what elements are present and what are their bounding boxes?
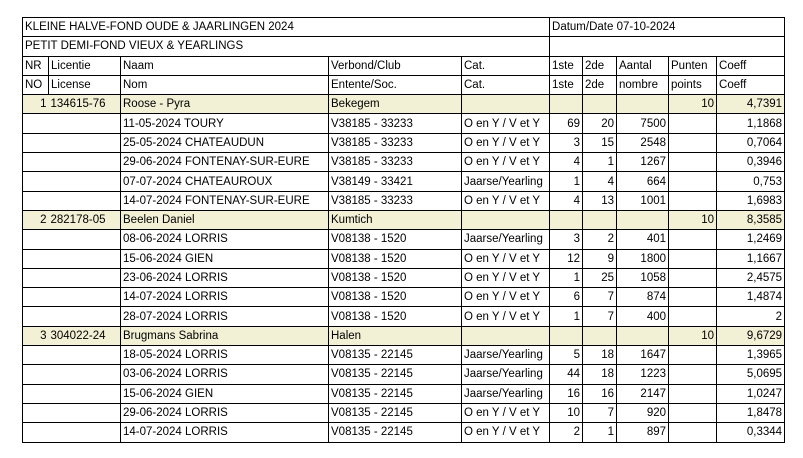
title-nl: KLEINE HALVE-FOND OUDE & JAARLINGEN 2024 xyxy=(23,18,550,37)
cell-club: V38149 - 33421 xyxy=(329,172,462,191)
cell-nr xyxy=(23,346,49,365)
header-points-fr: points xyxy=(669,75,717,94)
cell-cat: Jaarse/Yearling xyxy=(462,365,550,384)
header-coeff-fr: Coeff xyxy=(717,75,785,94)
cell-club: V38185 - 33233 xyxy=(329,114,462,133)
cell-points xyxy=(669,249,717,268)
header-cat-fr: Cat. xyxy=(462,75,550,94)
cell-first: 4 xyxy=(550,191,583,210)
cell-count: 401 xyxy=(617,230,669,249)
cell-name: 23-06-2024 LORRIS xyxy=(121,268,329,287)
cell-license: 304022-24 xyxy=(49,326,121,345)
cell-cat: Jaarse/Yearling xyxy=(462,172,550,191)
cell-points: 10 xyxy=(669,326,717,345)
cell-name: 29-06-2024 LORRIS xyxy=(121,403,329,422)
cell-license xyxy=(49,230,121,249)
cell-count xyxy=(617,326,669,345)
cell-coeff: 1,3965 xyxy=(717,346,785,365)
cell-first: 3 xyxy=(550,230,583,249)
header-points: Punten xyxy=(669,56,717,75)
cell-nr xyxy=(23,153,49,172)
race-row xyxy=(23,384,785,403)
cell-club: V08135 - 22145 xyxy=(329,365,462,384)
cell-cat: O en Y / V et Y xyxy=(462,423,550,442)
cell-nr xyxy=(23,191,49,210)
race-row xyxy=(23,191,785,210)
cell-club: V38185 - 33233 xyxy=(329,191,462,210)
cell-points xyxy=(669,384,717,403)
cell-cat: Jaarse/Yearling xyxy=(462,346,550,365)
cell-coeff: 0,753 xyxy=(717,172,785,191)
cell-count: 1058 xyxy=(617,268,669,287)
cell-license xyxy=(49,191,121,210)
cell-nr: 1 xyxy=(23,95,49,114)
race-row xyxy=(23,268,785,287)
cell-nr xyxy=(23,114,49,133)
player-row xyxy=(23,326,785,345)
header-count: Aantal xyxy=(617,56,669,75)
cell-cat xyxy=(462,95,550,114)
cell-points xyxy=(669,307,717,326)
cell-cat: Jaarse/Yearling xyxy=(462,384,550,403)
cell-nr xyxy=(23,172,49,191)
header-nr: NR xyxy=(23,56,49,75)
cell-cat xyxy=(462,326,550,345)
cell-points xyxy=(669,114,717,133)
cell-count: 664 xyxy=(617,172,669,191)
cell-license xyxy=(49,268,121,287)
header-club: Verbond/Club xyxy=(329,56,462,75)
header-name-fr: Nom xyxy=(121,75,329,94)
cell-second xyxy=(583,326,617,345)
cell-cat: O en Y / V et Y xyxy=(462,307,550,326)
cell-count: 1223 xyxy=(617,365,669,384)
header-first: 1ste xyxy=(550,56,583,75)
results-sheet xyxy=(22,17,784,443)
cell-nr xyxy=(23,403,49,422)
cell-nr xyxy=(23,230,49,249)
cell-second: 20 xyxy=(583,114,617,133)
cell-first: 5 xyxy=(550,346,583,365)
cell-license xyxy=(49,172,121,191)
cell-count: 920 xyxy=(617,403,669,422)
title-row-fr xyxy=(23,37,785,56)
cell-count: 1001 xyxy=(617,191,669,210)
cell-points xyxy=(669,403,717,422)
cell-coeff: 8,3585 xyxy=(717,210,785,229)
cell-name: 18-05-2024 LORRIS xyxy=(121,346,329,365)
cell-name: 14-07-2024 FONTENAY-SUR-EURE xyxy=(121,191,329,210)
cell-first xyxy=(550,326,583,345)
cell-club: V38185 - 33233 xyxy=(329,153,462,172)
cell-points xyxy=(669,133,717,152)
cell-coeff: 2 xyxy=(717,307,785,326)
title-row-nl xyxy=(23,18,785,37)
cell-second: 15 xyxy=(583,133,617,152)
cell-coeff: 0,7064 xyxy=(717,133,785,152)
cell-license xyxy=(49,365,121,384)
cell-second: 7 xyxy=(583,307,617,326)
cell-license xyxy=(49,423,121,442)
cell-license xyxy=(49,403,121,422)
cell-club: V08135 - 22145 xyxy=(329,403,462,422)
cell-count: 1800 xyxy=(617,249,669,268)
player-row xyxy=(23,210,785,229)
cell-license: 282178-05 xyxy=(49,210,121,229)
cell-first: 2 xyxy=(550,423,583,442)
cell-points xyxy=(669,230,717,249)
race-row xyxy=(23,114,785,133)
cell-second: 25 xyxy=(583,268,617,287)
cell-second: 18 xyxy=(583,365,617,384)
cell-coeff: 2,4575 xyxy=(717,268,785,287)
header-second-fr: 2de xyxy=(583,75,617,94)
cell-name: Roose - Pyra xyxy=(121,95,329,114)
cell-first xyxy=(550,210,583,229)
cell-count: 897 xyxy=(617,423,669,442)
cell-points xyxy=(669,423,717,442)
cell-points: 10 xyxy=(669,95,717,114)
cell-license xyxy=(49,288,121,307)
cell-name: 15-06-2024 GIEN xyxy=(121,249,329,268)
cell-points xyxy=(669,153,717,172)
cell-nr xyxy=(23,133,49,152)
results-table xyxy=(22,17,785,443)
race-row xyxy=(23,365,785,384)
cell-name: 07-07-2024 CHATEAUROUX xyxy=(121,172,329,191)
cell-cat: O en Y / V et Y xyxy=(462,288,550,307)
cell-first: 69 xyxy=(550,114,583,133)
race-row xyxy=(23,307,785,326)
cell-first: 1 xyxy=(550,172,583,191)
cell-cat: O en Y / V et Y xyxy=(462,249,550,268)
cell-name: 03-06-2024 LORRIS xyxy=(121,365,329,384)
cell-coeff: 9,6729 xyxy=(717,326,785,345)
cell-license: 134615-76 xyxy=(49,95,121,114)
cell-second: 16 xyxy=(583,384,617,403)
header-second: 2de xyxy=(583,56,617,75)
cell-cat: Jaarse/Yearling xyxy=(462,230,550,249)
date-label: Datum/Date 07-10-2024 xyxy=(550,18,785,37)
cell-second: 1 xyxy=(583,153,617,172)
date-blank xyxy=(550,37,785,56)
cell-second xyxy=(583,95,617,114)
cell-points xyxy=(669,172,717,191)
cell-club: V08138 - 1520 xyxy=(329,230,462,249)
cell-first xyxy=(550,95,583,114)
cell-second: 13 xyxy=(583,191,617,210)
header-row-fr xyxy=(23,75,785,94)
race-row xyxy=(23,346,785,365)
cell-coeff: 1,1667 xyxy=(717,249,785,268)
cell-name: Beelen Daniel xyxy=(121,210,329,229)
cell-second: 4 xyxy=(583,172,617,191)
cell-club: Kumtich xyxy=(329,210,462,229)
header-nr-fr: NO xyxy=(23,75,49,94)
race-row xyxy=(23,403,785,422)
cell-count: 7500 xyxy=(617,114,669,133)
cell-coeff: 1,0247 xyxy=(717,384,785,403)
race-row xyxy=(23,288,785,307)
race-row xyxy=(23,230,785,249)
cell-second: 18 xyxy=(583,346,617,365)
results-table-body xyxy=(23,18,785,443)
cell-cat: O en Y / V et Y xyxy=(462,191,550,210)
cell-nr xyxy=(23,365,49,384)
cell-name: 28-07-2024 LORRIS xyxy=(121,307,329,326)
header-first-fr: 1ste xyxy=(550,75,583,94)
cell-count xyxy=(617,210,669,229)
cell-license xyxy=(49,153,121,172)
cell-first: 44 xyxy=(550,365,583,384)
cell-name: 14-07-2024 LORRIS xyxy=(121,288,329,307)
cell-nr xyxy=(23,384,49,403)
cell-count xyxy=(617,95,669,114)
cell-name: 11-05-2024 TOURY xyxy=(121,114,329,133)
cell-nr xyxy=(23,249,49,268)
cell-second: 7 xyxy=(583,288,617,307)
cell-club: V08135 - 22145 xyxy=(329,384,462,403)
cell-count: 400 xyxy=(617,307,669,326)
title-fr: PETIT DEMI-FOND VIEUX & YEARLINGS xyxy=(23,37,550,56)
cell-cat: O en Y / V et Y xyxy=(462,268,550,287)
header-club-fr: Entente/Soc. xyxy=(329,75,462,94)
cell-coeff: 5,0695 xyxy=(717,365,785,384)
cell-count: 2147 xyxy=(617,384,669,403)
cell-second: 7 xyxy=(583,403,617,422)
cell-name: 25-05-2024 CHATEAUDUN xyxy=(121,133,329,152)
cell-club: V08138 - 1520 xyxy=(329,268,462,287)
cell-club: V08135 - 22145 xyxy=(329,423,462,442)
cell-club: V08135 - 22145 xyxy=(329,346,462,365)
cell-name: 08-06-2024 LORRIS xyxy=(121,230,329,249)
cell-nr: 3 xyxy=(23,326,49,345)
header-name: Naam xyxy=(121,56,329,75)
cell-second: 2 xyxy=(583,230,617,249)
cell-first: 6 xyxy=(550,288,583,307)
cell-first: 3 xyxy=(550,133,583,152)
cell-coeff: 1,6983 xyxy=(717,191,785,210)
player-row xyxy=(23,95,785,114)
cell-first: 1 xyxy=(550,268,583,287)
race-row xyxy=(23,249,785,268)
cell-club: V38185 - 33233 xyxy=(329,133,462,152)
cell-license xyxy=(49,249,121,268)
cell-points xyxy=(669,346,717,365)
cell-second: 9 xyxy=(583,249,617,268)
cell-club: Halen xyxy=(329,326,462,345)
race-row xyxy=(23,133,785,152)
cell-name: Brugmans Sabrina xyxy=(121,326,329,345)
cell-points xyxy=(669,288,717,307)
cell-coeff: 4,7391 xyxy=(717,95,785,114)
cell-cat: O en Y / V et Y xyxy=(462,153,550,172)
cell-coeff: 1,2469 xyxy=(717,230,785,249)
cell-license xyxy=(49,307,121,326)
cell-count: 874 xyxy=(617,288,669,307)
header-license-fr: License xyxy=(49,75,121,94)
cell-license xyxy=(49,114,121,133)
cell-nr xyxy=(23,423,49,442)
cell-points xyxy=(669,268,717,287)
cell-nr xyxy=(23,268,49,287)
cell-coeff: 1,8478 xyxy=(717,403,785,422)
cell-cat: O en Y / V et Y xyxy=(462,133,550,152)
cell-club: V08138 - 1520 xyxy=(329,307,462,326)
cell-license xyxy=(49,346,121,365)
cell-coeff: 0,3946 xyxy=(717,153,785,172)
cell-second: 1 xyxy=(583,423,617,442)
cell-club: V08138 - 1520 xyxy=(329,249,462,268)
cell-first: 4 xyxy=(550,153,583,172)
cell-first: 10 xyxy=(550,403,583,422)
header-row-nl xyxy=(23,56,785,75)
cell-cat: O en Y / V et Y xyxy=(462,114,550,133)
cell-points xyxy=(669,365,717,384)
race-row xyxy=(23,172,785,191)
cell-nr xyxy=(23,307,49,326)
cell-cat xyxy=(462,210,550,229)
cell-count: 1647 xyxy=(617,346,669,365)
cell-nr: 2 xyxy=(23,210,49,229)
cell-license xyxy=(49,384,121,403)
race-row xyxy=(23,423,785,442)
header-coeff: Coeff xyxy=(717,56,785,75)
header-license: Licentie xyxy=(49,56,121,75)
cell-coeff: 1,4874 xyxy=(717,288,785,307)
cell-points: 10 xyxy=(669,210,717,229)
cell-count: 1267 xyxy=(617,153,669,172)
header-count-fr: nombre xyxy=(617,75,669,94)
cell-club: V08138 - 1520 xyxy=(329,288,462,307)
cell-cat: O en Y / V et Y xyxy=(462,403,550,422)
cell-second xyxy=(583,210,617,229)
cell-coeff: 1,1868 xyxy=(717,114,785,133)
cell-name: 14-07-2024 LORRIS xyxy=(121,423,329,442)
cell-points xyxy=(669,191,717,210)
cell-name: 29-06-2024 FONTENAY-SUR-EURE xyxy=(121,153,329,172)
cell-club: Bekegem xyxy=(329,95,462,114)
cell-license xyxy=(49,133,121,152)
cell-first: 1 xyxy=(550,307,583,326)
cell-coeff: 0,3344 xyxy=(717,423,785,442)
cell-first: 16 xyxy=(550,384,583,403)
cell-nr xyxy=(23,288,49,307)
race-row xyxy=(23,153,785,172)
cell-first: 12 xyxy=(550,249,583,268)
cell-count: 2548 xyxy=(617,133,669,152)
cell-name: 15-06-2024 GIEN xyxy=(121,384,329,403)
header-cat: Cat. xyxy=(462,56,550,75)
